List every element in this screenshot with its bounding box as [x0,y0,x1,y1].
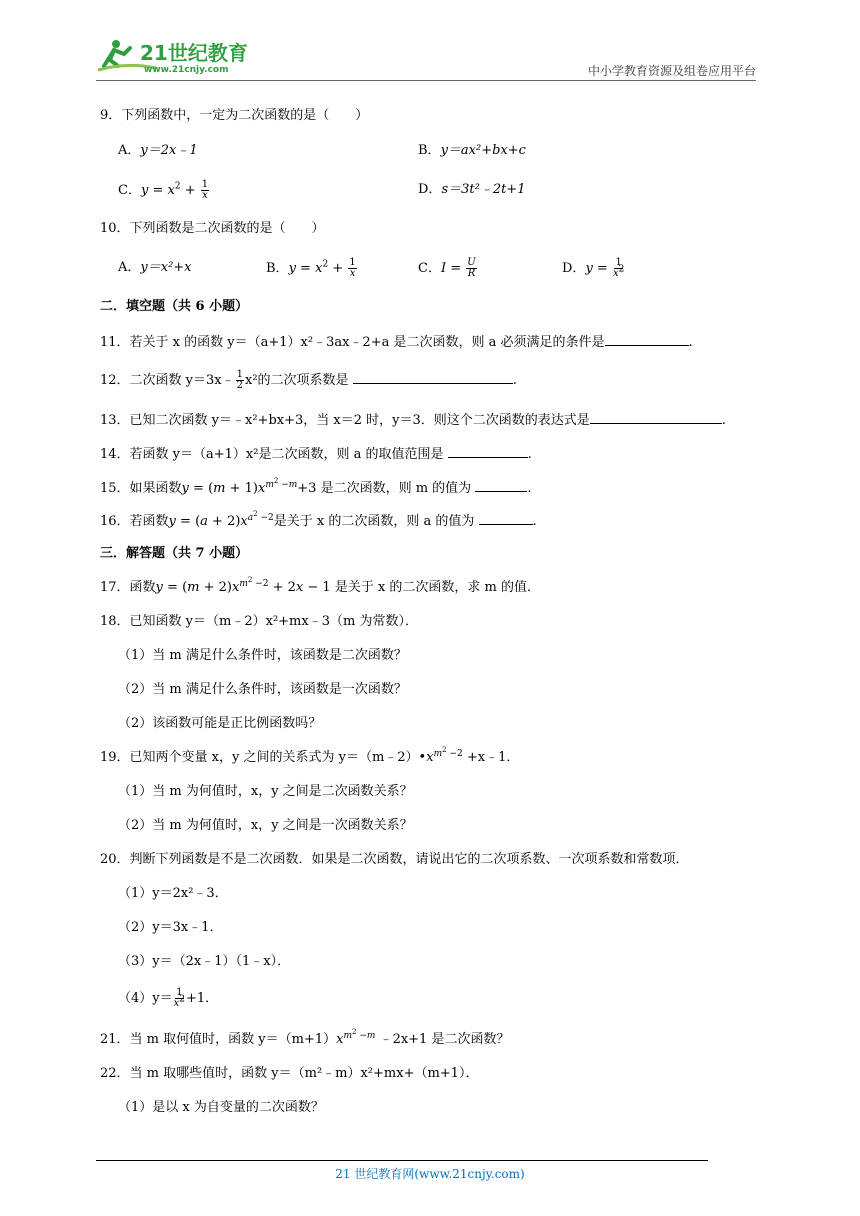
q18-part3: （2）该函数可能是正比例函数吗？ [118,716,322,731]
q14-blank [448,443,528,458]
q18-stem: 18．已知函数 y＝（m﹣2）x²+mx﹣3（m 为常数）． [100,614,418,629]
q10-option-b: B．$y = x^2$ + $\frac{1}{x}$ [266,257,356,279]
q20-part2: （2）y＝3x﹣1． [118,920,223,935]
q19-stem: 19．已知两个变量 x，y 之间的关系式为 $y=(m﹣2)•x^{m^2 -2}$ +x﹣1． [100,745,520,765]
header-divider [96,80,756,81]
q11: 11．若关于 x 的函数 y＝（a+1）x²﹣3ax﹣2+a 是二次函数，则 a 必须满足的条件是 . [100,331,693,353]
q17: 17．函数$y = (m + 2)x^{m^2 -2} + 2x - 1$ 是关于 x 的二次函数，求 m 的值． [100,575,541,595]
svg-text:21世纪教育: 21世纪教育 [140,41,248,65]
q9-stem: 9．下列函数中，一定为二次函数的是（ ） [100,108,369,123]
svg-text:www.21cnjy.com: www.21cnjy.com [144,65,229,75]
q15-blank [475,477,527,492]
section-fill-in: 二．填空题（共 6 小题） [100,299,249,314]
q19-part2: （2）当 m 为何值时，x，y 之间是一次函数关系？ [118,818,413,833]
q14: 14．若函数 y＝（a+1）x²是二次函数，则 a 的取值范围是 . [100,443,532,465]
q9-option-c: C．$y = x^2$ + $\frac{1}{x}$ [118,179,209,201]
q13: 13．已知二次函数 y＝﹣x²+bx+3，当 x＝2 时，y＝3．则这个二次函数的表达式是 . [100,409,726,431]
q18-part2: （2）当 m 满足什么条件时，该函数是一次函数？ [118,682,407,697]
footer-divider [96,1160,708,1161]
q19-part1: （1）当 m 为何值时，x，y 之间是二次函数关系？ [118,784,413,799]
q10-stem: 10．下列函数是二次函数的是（ ） [100,221,325,236]
q9-option-b: B．y＝ax²+bx+c [418,143,526,158]
q20-stem: 20．判断下列函数是不是二次函数．如果是二次函数，请说出它的二次项系数、一次项系数和常数项． [100,852,689,867]
q22-part1: （1）是以 x 为自变量的二次函数？ [118,1100,324,1115]
q20-part3: （3）y＝（2x﹣1）（1﹣x）． [118,954,291,969]
q15: 15．如果函数$y = (m + 1)x^{m^2 -m}+3$ 是二次函数，则 m 的值为 . [100,476,532,496]
q13-blank [590,409,722,424]
q10-option-a: A．y＝x²+x [118,260,192,275]
q20-part1: （1）y＝2x²﹣3． [118,886,228,901]
footer-text: 21 世纪教育网(www.21cnjy.com) [335,1167,525,1181]
q22-stem: 22．当 m 取哪些值时，函数 y＝（m²﹣m）x²+mx+（m+1）． [100,1066,479,1081]
q21: 21．当 m 取何值时，函数 $y=(m+1)x^{m^2 -m}$ ﹣2x+1 是二次函数？ [100,1027,510,1047]
q11-blank [605,331,689,346]
section-solutions: 三．解答题（共 7 小题） [100,546,249,561]
q9-option-a: A．y＝2x﹣1 [118,143,198,158]
q9-option-d: D．s＝3t²﹣2t+1 [418,182,526,197]
q16-blank [479,510,533,525]
q16: 16．若函数$y = (a + 2)x^{a^2 -2}$是关于 x 的二次函数，则 a 的值为 . [100,509,537,529]
q10-option-c: C．I = $\frac{U}{R}$ [418,257,476,279]
q10-option-d: D．y = $\frac{1}{x^2}$ [562,257,625,279]
header-platform-name: 中小学教育资源及组卷应用平台 [587,64,756,78]
q12: 12．二次函数 y＝3x﹣ $\frac{1}{2}$ x²的二次项系数是 . [100,369,517,391]
q12-blank [353,369,513,384]
q20-part4: （4）y＝ $\frac{1}{x^2}$ +1． [118,987,219,1009]
q18-part1: （1）当 m 满足什么条件时，该函数是二次函数？ [118,648,407,663]
site-logo [96,36,266,76]
